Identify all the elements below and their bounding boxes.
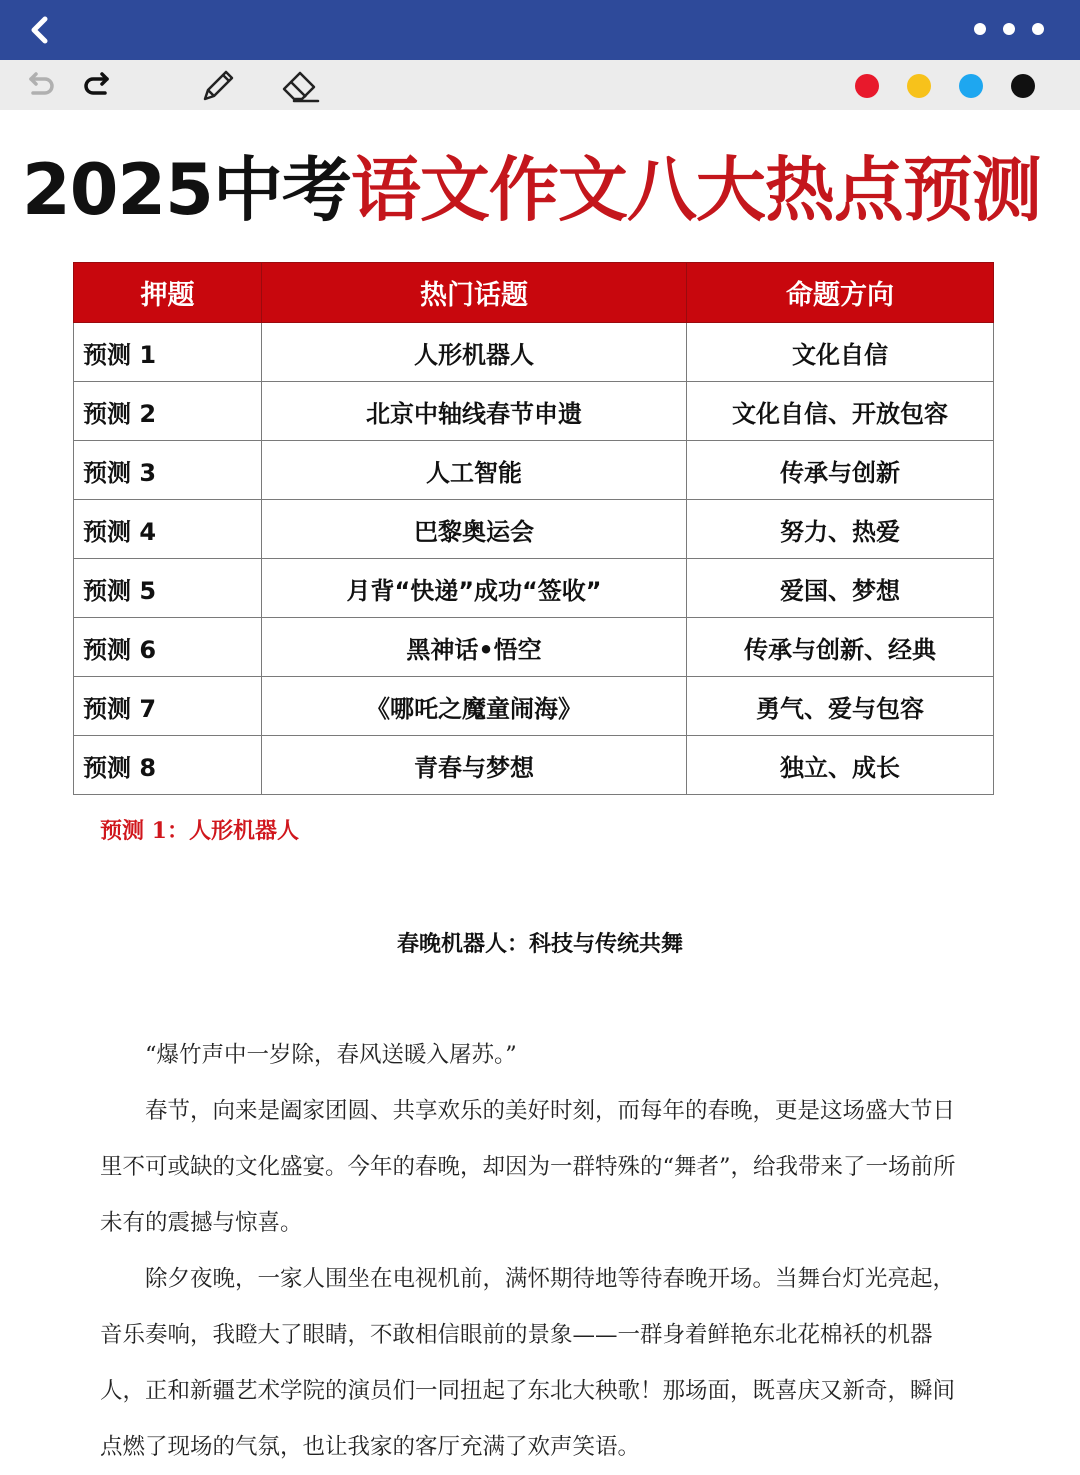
more-dot-icon xyxy=(974,23,986,35)
table-header-row xyxy=(74,263,994,323)
cell-prediction: 预测 3 xyxy=(74,441,262,500)
cell-topic: 人工智能 xyxy=(262,441,687,500)
section-label: 预测 1：人形机器人 xyxy=(100,818,299,844)
table-row xyxy=(74,618,994,677)
title-topic-part: 语文作文八大热点预测 xyxy=(350,149,1041,231)
header-prediction: 押题 xyxy=(74,263,262,323)
cell-direction: 文化自信、开放包容 xyxy=(687,382,994,441)
eraser-icon xyxy=(280,67,320,105)
more-dot-icon xyxy=(1032,23,1044,35)
essay-title: 春晚机器人：科技与传统共舞 xyxy=(396,931,683,957)
title-year-part: 2025中考 xyxy=(22,149,351,231)
table-row xyxy=(74,677,994,736)
cell-direction: 努力、热爱 xyxy=(687,500,994,559)
eraser-tool-button[interactable] xyxy=(280,66,320,106)
header-direction: 命题方向 xyxy=(687,263,994,323)
cell-prediction: 预测 6 xyxy=(74,618,262,677)
cell-prediction: 预测 7 xyxy=(74,677,262,736)
top-nav-bar xyxy=(0,0,1080,60)
table-row xyxy=(74,500,994,559)
cell-direction: 独立、成长 xyxy=(687,736,994,795)
undo-button[interactable] xyxy=(20,66,60,106)
redo-button[interactable] xyxy=(78,66,118,106)
table-row xyxy=(74,323,994,382)
essay-paragraph: 除夕夜晚，一家人围坐在电视机前，满怀期待地等待春晚开场。当舞台灯光亮起，音乐奏响，我瞪大了眼睛，不敢相信眼前的景象——一群身着鲜艳东北花棉袄的机器人，正和新疆艺术学院的演员们一同扭起了东北大秧歌！那场面，既喜庆又新奇，瞬间点燃了现场的气氛，也让我家的客厅充满了欢声笑语。 xyxy=(100,1266,956,1460)
table-row xyxy=(74,736,994,795)
header-hot-topic: 热门话题 xyxy=(262,263,687,323)
color-swatch-blue[interactable] xyxy=(959,74,983,98)
essay-paragraph: “爆竹声中一岁除，春风送暖入屠苏。” xyxy=(145,1042,517,1068)
cell-direction: 传承与创新、经典 xyxy=(687,618,994,677)
cell-topic: 月背“快递”成功“签收” xyxy=(262,559,687,618)
color-swatch-red[interactable] xyxy=(855,74,879,98)
color-swatch-yellow[interactable] xyxy=(907,74,931,98)
cell-prediction: 预测 1 xyxy=(74,323,262,382)
cell-direction: 传承与创新 xyxy=(687,441,994,500)
cell-prediction: 预测 8 xyxy=(74,736,262,795)
redo-icon xyxy=(81,69,115,103)
essay-body xyxy=(100,1027,975,1475)
essay-paragraph: 春节，向来是阖家团圆、共享欢乐的美好时刻，而每年的春晚，更是这场盛大节日里不可或缺的文化盛宴。今年的春晚，却因为一群特殊的“舞者”，给我带来了一场前所未有的震撼与惊喜。 xyxy=(100,1098,956,1236)
cell-direction: 文化自信 xyxy=(687,323,994,382)
chevron-left-icon xyxy=(25,15,55,45)
pencil-icon xyxy=(199,67,237,105)
color-swatch-black[interactable] xyxy=(1011,74,1035,98)
cell-topic: 人形机器人 xyxy=(262,323,687,382)
more-options-button[interactable] xyxy=(974,14,1044,44)
cell-direction: 爱国、梦想 xyxy=(687,559,994,618)
pencil-tool-button[interactable] xyxy=(198,66,238,106)
cell-prediction: 预测 4 xyxy=(74,500,262,559)
table-row xyxy=(74,382,994,441)
table-row xyxy=(74,559,994,618)
cell-topic: 黑神话•悟空 xyxy=(262,618,687,677)
back-button[interactable] xyxy=(18,8,62,52)
predictions-table xyxy=(73,262,994,795)
cell-topic: 《哪吒之魔童闹海》 xyxy=(262,677,687,736)
cell-topic: 巴黎奥运会 xyxy=(262,500,687,559)
cell-prediction: 预测 5 xyxy=(74,559,262,618)
cell-direction: 勇气、爱与包容 xyxy=(687,677,994,736)
undo-icon xyxy=(23,69,57,103)
more-dot-icon xyxy=(1003,23,1015,35)
table-row xyxy=(74,441,994,500)
cell-topic: 北京中轴线春节申遗 xyxy=(262,382,687,441)
cell-topic: 青春与梦想 xyxy=(262,736,687,795)
document-title xyxy=(22,140,1072,240)
cell-prediction: 预测 2 xyxy=(74,382,262,441)
